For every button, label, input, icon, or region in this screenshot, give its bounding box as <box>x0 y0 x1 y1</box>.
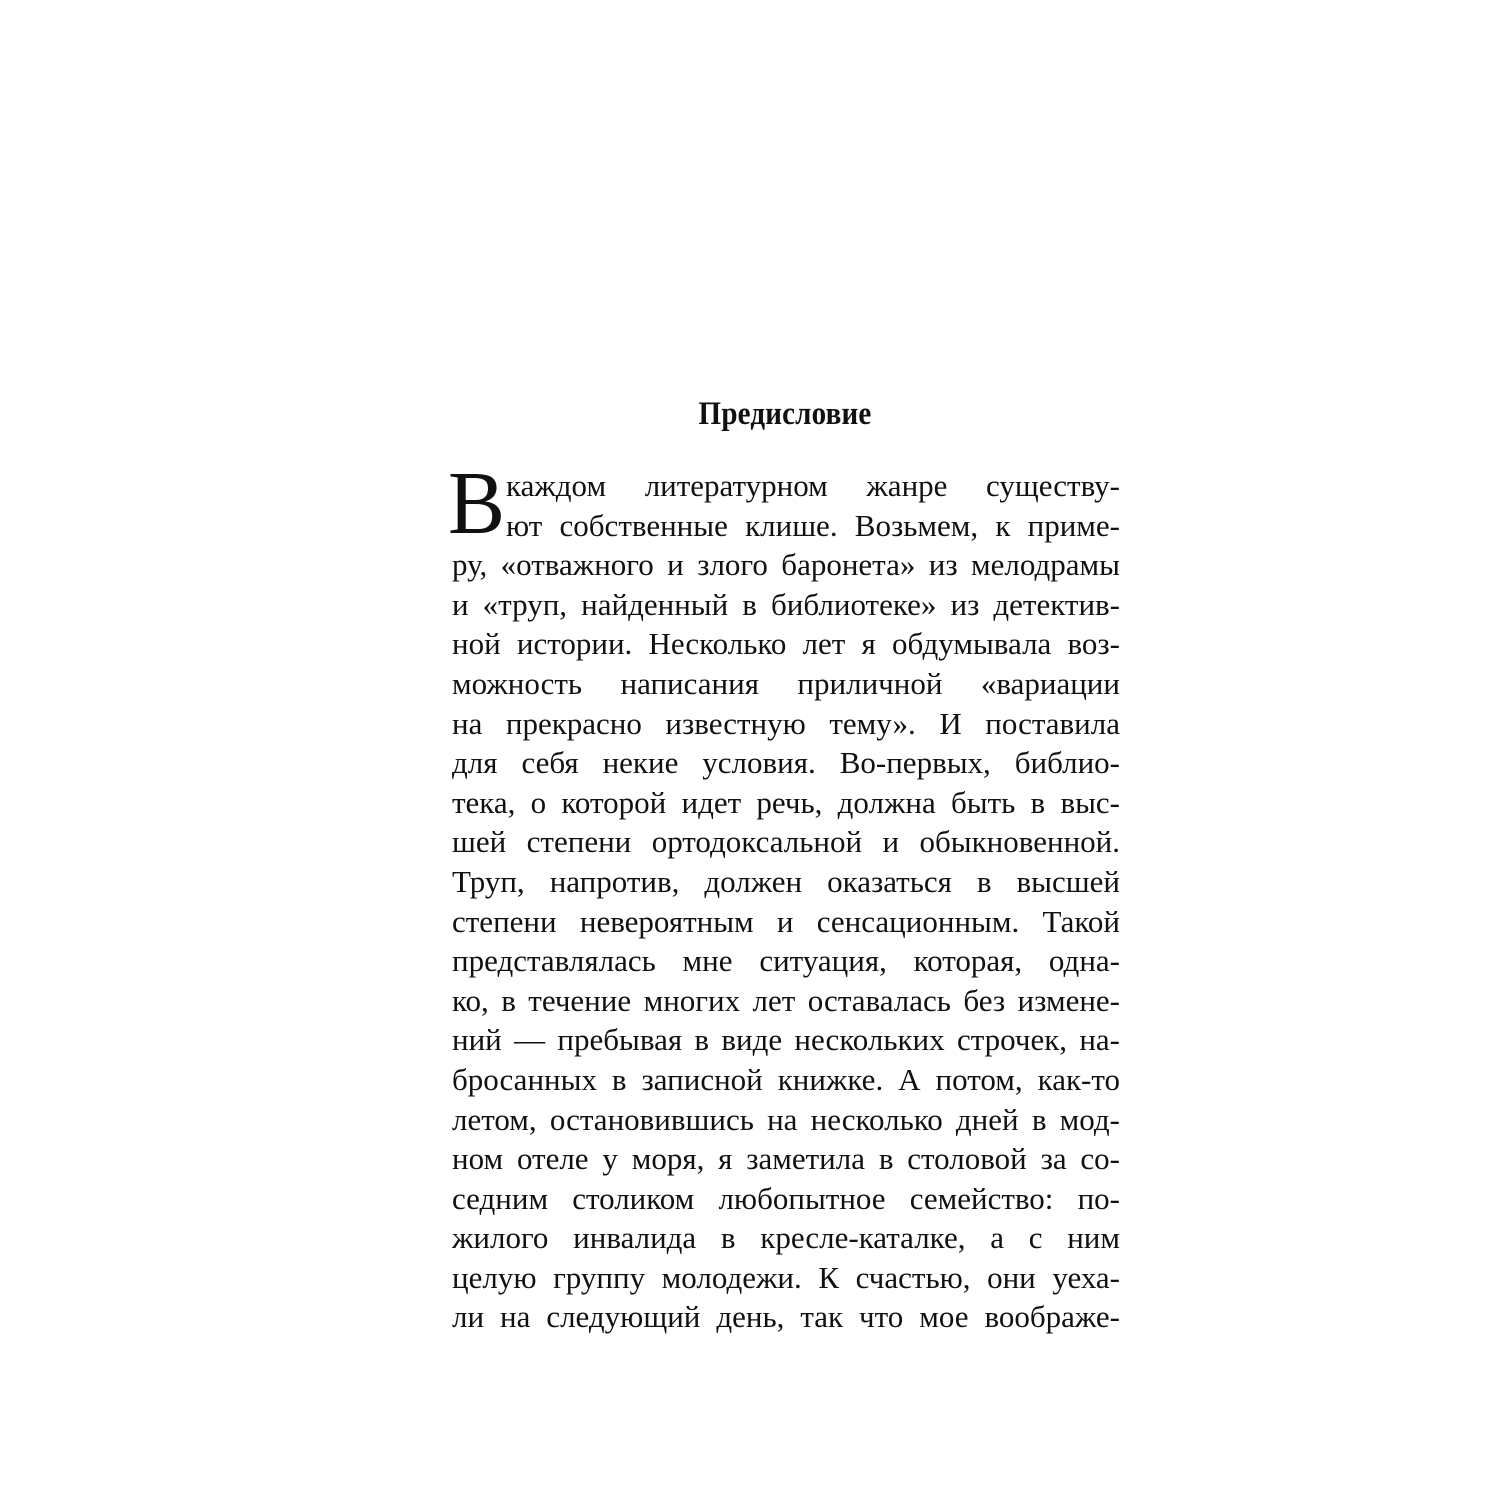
text-line: целую группу молодежи. К счастью, они уеха- <box>452 1259 1120 1295</box>
text-line: ру, «отважного и злого баронета» из мелодрамы <box>452 547 1120 583</box>
text-line: Труп, напротив, должен оказаться в высшей <box>452 863 1120 899</box>
text-line: каждом литературном жанре существу- <box>506 468 1120 503</box>
text-line: летом, остановившись на несколько дней в мод- <box>452 1101 1120 1137</box>
text-line: для себя некие условия. Во-первых, библио- <box>452 745 1120 781</box>
text-line: представлялась мне ситуация, которая, одна- <box>452 943 1120 979</box>
text-line: ной истории. Несколько лет я обдумывала воз- <box>452 626 1120 662</box>
text-line: ют собственные клише. Возьмем, к приме- <box>506 507 1120 543</box>
page-title: Предисловие <box>698 396 872 432</box>
text-line: жилого инвалида в кресле-каталке, а с ним <box>452 1220 1120 1256</box>
drop-cap: В <box>448 454 506 553</box>
text-line: шей степени ортодоксальной и обыкновенной. <box>452 824 1120 860</box>
text-line: тека, о которой идет речь, должна быть в выс- <box>452 784 1120 820</box>
text-line: ний — пребывая в виде нескольких строчек, на- <box>452 1022 1120 1058</box>
text-line: ли на следующий день, так что мое воображе- <box>452 1299 1120 1335</box>
text-line: можность написания приличной «вариации <box>452 665 1120 701</box>
text-line: бросанных в записной книжке. А потом, как-то <box>452 1061 1120 1097</box>
text-line: степени невероятным и сенсационным. Такой <box>452 903 1120 939</box>
preface-body <box>448 454 1120 1337</box>
text-line: ном отеле у моря, я заметила в столовой за со- <box>452 1141 1120 1177</box>
text-line: ко, в течение многих лет оставалась без измене- <box>452 982 1120 1018</box>
text-line: и «труп, найденный в библиотеке» из детектив- <box>452 586 1120 622</box>
text-line: седним столиком любопытное семейство: по- <box>452 1180 1120 1216</box>
text-line: на прекрасно известную тему». И поставила <box>452 705 1120 741</box>
